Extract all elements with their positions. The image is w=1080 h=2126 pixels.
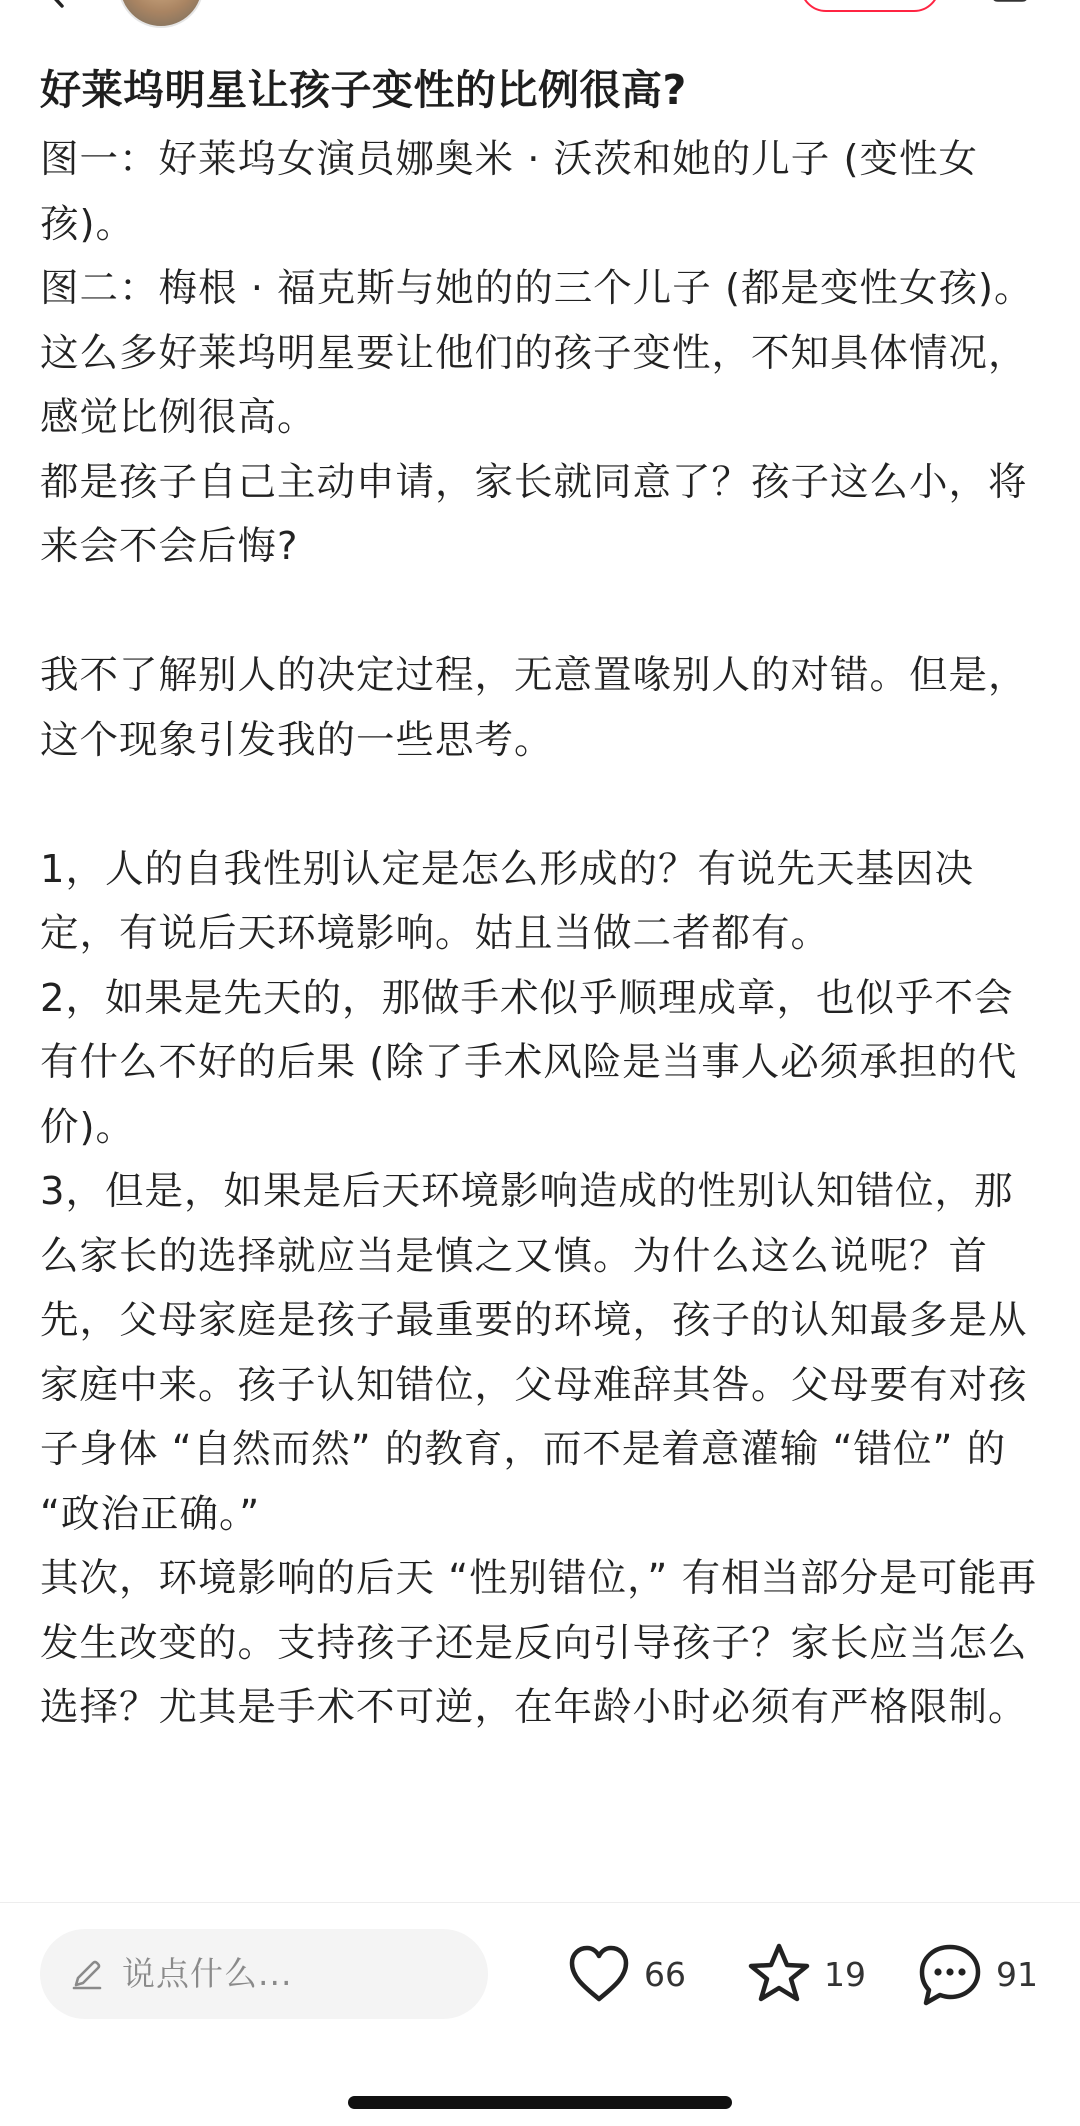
back-arrow-icon[interactable] <box>42 0 72 8</box>
body-paragraph: 图二：梅根 · 福克斯与她的的三个儿子 (都是变性女孩)。 <box>40 266 1034 311</box>
comment-placeholder: 说点什么... <box>122 1954 293 1993</box>
share-icon[interactable] <box>990 0 1030 4</box>
bottom-action-bar <box>0 1902 1080 2126</box>
comment-bubble-icon <box>916 1941 984 2009</box>
body-paragraph: 都是孩子自己主动申请，家长就同意了？孩子这么小，将来会不会后悔? <box>40 459 1028 569</box>
collect-count: 19 <box>824 1955 866 1994</box>
collect-button[interactable] <box>746 1941 866 2011</box>
comment-count: 91 <box>996 1955 1038 1994</box>
comment-button[interactable] <box>916 1941 1046 2011</box>
like-count: 66 <box>644 1955 686 1994</box>
paragraph-spacer <box>40 773 1040 838</box>
body-paragraph: 1，人的自我性别认定是怎么形成的？有说先天基因决定，有说后天环境影响。姑且当做二者都有。 <box>40 846 974 956</box>
post-title: 好莱坞明星让孩子变性的比例很高? <box>40 66 687 114</box>
post-content <box>40 60 1040 1741</box>
top-bar <box>0 0 1080 30</box>
avatar[interactable] <box>118 0 204 28</box>
follow-button[interactable] <box>800 0 940 12</box>
heart-icon <box>566 1941 632 2007</box>
like-button[interactable] <box>566 1941 696 2011</box>
home-indicator[interactable] <box>348 2096 732 2109</box>
star-icon <box>746 1941 812 2007</box>
body-paragraph: 这么多好莱坞明星要让他们的孩子变性，不知具体情况，感觉比例很高。 <box>40 330 1028 440</box>
body-paragraph: 其次，环境影响的后天 “性别错位，” 有相当部分是可能再发生改变的。支持孩子还是反向引导孩子？家长应当怎么选择？尤其是手术不可逆，在年龄小时必须有严格限制。 <box>40 1556 1038 1730</box>
body-paragraph: 2，如果是先天的，那做手术似乎顺理成章，也似乎不会有什么不好的后果 (除了手术风险是当事人必须承担的代价)。 <box>40 975 1018 1150</box>
pencil-icon <box>70 1957 104 1991</box>
comment-input[interactable] <box>40 1929 488 2019</box>
paragraph-spacer <box>40 580 1040 645</box>
body-paragraph: 图一：好莱坞女演员娜奥米 · 沃茨和她的儿子 (变性女孩)。 <box>40 137 978 247</box>
body-paragraph: 3，但是，如果是后天环境影响造成的性别认知错位，那么家长的选择就应当是慎之又慎。为什么这么说呢？首先，父母家庭是孩子最重要的环境，孩子的认知最多是从家庭中来。孩子认知错位，父母难辞其咎。父母要有对孩子身体 “自然而然” 的教育，而不是着意灌输 “错位” 的 “政治正确。” <box>40 1169 1028 1537</box>
body-paragraph: 我不了解别人的决定过程，无意置喙别人的对错。但是，这个现象引发我的一些思考。 <box>40 653 1028 763</box>
post-body <box>40 128 1040 1741</box>
